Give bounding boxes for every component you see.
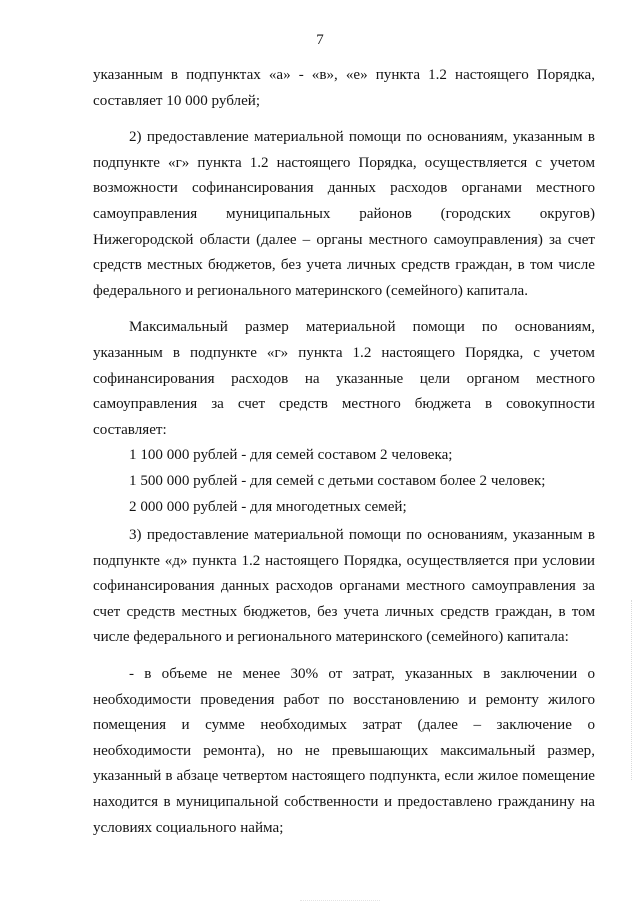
paragraph-item-2: 2) предоставление материальной помощи по основаниям, указанным в подпункте «г» пункта 1.2 настоящего Порядка, осуществляется с учетом возможности софинансирования данных расходов органами местного самоуправления муниципальных районов (городских округов) Нижегородской области (далее – органы местного самоуправления) за счет средств местных бюджетов, без учета личных средств граждан, в том числе федерального и регионального материнского (семейного) капитала.: [93, 129, 595, 299]
paragraph-payment-amount: указанным в подпунктах «а» - «в», «е» пункта 1.2 настоящего Порядка, составляет 10 000 рублей;: [93, 67, 595, 109]
paragraph-max-amount: Максимальный размер материальной помощи по основаниям, указанным в подпункте «г» пункта 1.2 настоящего Порядка, с учетом софинансирования расходов на указанные цели органом местного самоуправления за счет средств местного бюджета в совокупности составляет:: [93, 319, 595, 438]
amount-line-3: 2 000 000 рублей - для многодетных семей;: [129, 498, 407, 515]
document-body: [93, 63, 595, 841]
paragraph-item-3: 3) предоставление материальной помощи по основаниям, указанным в подпункте «д» пункта 1.2 настоящего Порядка, осуществляется при условии софинансирования данных расходов органами местного самоуправления за счет средств местных бюджетов, без учета личных средств граждан, в том числе федерального и регионального материнского (семейного) капитала:: [93, 527, 595, 646]
amount-line-2: 1 500 000 рублей - для семей с детьми составом более 2 человек;: [129, 472, 546, 489]
scan-bottom-marks: [300, 900, 380, 903]
page-number: 7: [316, 32, 324, 48]
amount-line-1: 1 100 000 рублей - для семей составом 2 человека;: [129, 447, 453, 464]
scan-edge-marks: [630, 600, 632, 780]
paragraph-dash-item: - в объеме не менее 30% от затрат, указанных в заключении о необходимости проведения работ по восстановлению и ремонту жилого помещения и сумме необходимых затрат (далее – заключение о необходимости ремонта), но не превышающих максимальный размер, указанный в абзаце четвертом настоящего подпункта, если жилое помещение находится в муниципальной собственности и предоставлено гражданину на условиях социального найма;: [93, 666, 595, 836]
